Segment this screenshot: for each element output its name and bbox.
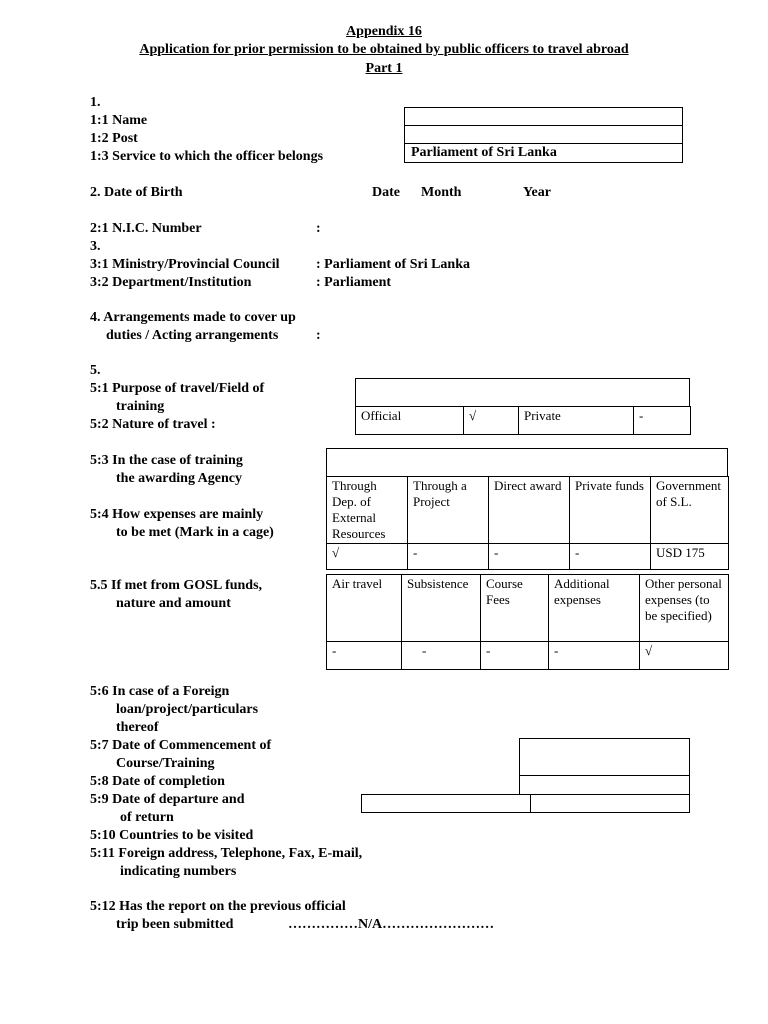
department-label: 3:2 Department/Institution — [90, 275, 252, 290]
expense-option-external-resources: Through Dep. of External Resources — [327, 477, 408, 544]
appendix-title: Appendix 16 — [346, 24, 422, 39]
dob-label: 2. Date of Birth — [90, 185, 183, 200]
foreign-address-label-line1: 5:11 Foreign address, Telephone, Fax, E-mail, — [90, 846, 363, 861]
previous-report-value[interactable]: ……………N/A…………………… — [288, 917, 495, 932]
section-3-number: 3. — [90, 239, 101, 254]
official-mark[interactable]: √ — [464, 407, 519, 435]
departure-label-line1: 5:9 Date of departure and — [90, 792, 245, 807]
purpose-label-line1: 5:1 Purpose of travel/Field of — [90, 381, 265, 396]
completion-label: 5:8 Date of completion — [90, 774, 225, 789]
nic-label: 2:1 N.I.C. Number — [90, 221, 202, 236]
department-value: : Parliament — [316, 275, 392, 290]
post-field[interactable] — [404, 125, 683, 144]
nic-colon: : — [316, 221, 321, 236]
foreign-address-label-line2: indicating numbers — [120, 864, 237, 879]
dob-year-label: Year — [523, 185, 551, 200]
expense-mark-project[interactable]: - — [408, 544, 489, 570]
expense-mark-direct-award[interactable]: - — [489, 544, 570, 570]
gosl-item-additional-expenses: Additional expenses — [549, 575, 640, 642]
acting-label-line2: duties / Acting arrangements — [106, 328, 279, 343]
gosl-item-course-fees: Course Fees — [481, 575, 549, 642]
section-5-number: 5. — [90, 363, 101, 378]
name-label: 1:1 Name — [90, 113, 148, 128]
dob-date-label: Date — [372, 185, 400, 200]
purpose-label-line2: training — [116, 399, 165, 414]
service-value: Parliament of Sri Lanka — [411, 145, 557, 160]
dob-month-label: Month — [421, 185, 462, 200]
form-title: Application for prior permission to be obtained by public officers to travel abroad — [139, 42, 629, 57]
ministry-value: : Parliament of Sri Lanka — [316, 257, 470, 272]
foreign-loan-label-line1: 5:6 In case of a Foreign — [90, 684, 230, 699]
gosl-value-subsistence[interactable]: - — [402, 642, 481, 670]
gosl-value-additional-expenses[interactable]: - — [549, 642, 640, 670]
name-field[interactable] — [404, 107, 683, 126]
return-date-field[interactable] — [530, 794, 690, 813]
expense-option-project: Through a Project — [408, 477, 489, 544]
foreign-loan-label-line3: thereof — [116, 720, 159, 735]
section-1-number: 1. — [90, 95, 101, 110]
gosl-value-other-expenses[interactable]: √ — [640, 642, 729, 670]
commencement-label-line2: Course/Training — [116, 756, 215, 771]
expenses-label-line1: 5:4 How expenses are mainly — [90, 507, 264, 522]
post-label: 1:2 Post — [90, 131, 138, 146]
expense-mark-private-funds[interactable]: - — [570, 544, 651, 570]
expense-mark-government[interactable]: USD 175 — [651, 544, 729, 570]
official-label: Official — [356, 407, 464, 435]
previous-report-label-line1: 5:12 Has the report on the previous official — [90, 899, 346, 914]
service-field[interactable] — [404, 143, 683, 163]
gosl-funds-label-line1: 5.5 If met from GOSL funds, — [90, 578, 263, 593]
acting-colon: : — [316, 328, 321, 343]
acting-label-line1: 4. Arrangements made to cover up — [90, 310, 296, 325]
private-mark[interactable]: - — [634, 407, 691, 435]
departure-date-field[interactable] — [361, 794, 531, 813]
nature-of-travel-label: 5:2 Nature of travel : — [90, 417, 216, 432]
gosl-value-air-travel[interactable]: - — [327, 642, 402, 670]
private-label: Private — [519, 407, 634, 435]
ministry-label: 3:1 Ministry/Provincial Council — [90, 257, 280, 272]
awarding-agency-field[interactable] — [326, 448, 728, 477]
previous-report-label-line2: trip been submitted — [116, 917, 234, 932]
expense-option-government: Government of S.L. — [651, 477, 729, 544]
completion-date-field[interactable] — [519, 775, 690, 795]
expense-option-direct-award: Direct award — [489, 477, 570, 544]
gosl-funds-label-line2: nature and amount — [116, 596, 231, 611]
nature-of-travel-table — [355, 406, 691, 435]
expense-option-private-funds: Private funds — [570, 477, 651, 544]
gosl-item-air-travel: Air travel — [327, 575, 402, 642]
countries-label: 5:10 Countries to be visited — [90, 828, 254, 843]
service-label: 1:3 Service to which the officer belongs — [90, 149, 324, 164]
training-agency-label-line2: the awarding Agency — [116, 471, 242, 486]
expenses-label-line2: to be met (Mark in a cage) — [116, 525, 274, 540]
expense-mark-external-resources[interactable]: √ — [327, 544, 408, 570]
gosl-value-course-fees[interactable]: - — [481, 642, 549, 670]
training-agency-label-line1: 5:3 In the case of training — [90, 453, 243, 468]
gosl-item-other-expenses: Other personal expenses (to be specified) — [640, 575, 729, 642]
purpose-field[interactable] — [355, 378, 690, 407]
foreign-loan-label-line2: loan/project/particulars — [116, 702, 259, 717]
part-title: Part 1 — [365, 61, 403, 76]
commencement-label-line1: 5:7 Date of Commencement of — [90, 738, 272, 753]
expenses-table — [326, 476, 729, 570]
gosl-funds-table — [326, 574, 729, 670]
gosl-item-subsistence: Subsistence — [402, 575, 481, 642]
commencement-date-field[interactable] — [519, 738, 690, 776]
departure-label-line2: of return — [120, 810, 174, 825]
